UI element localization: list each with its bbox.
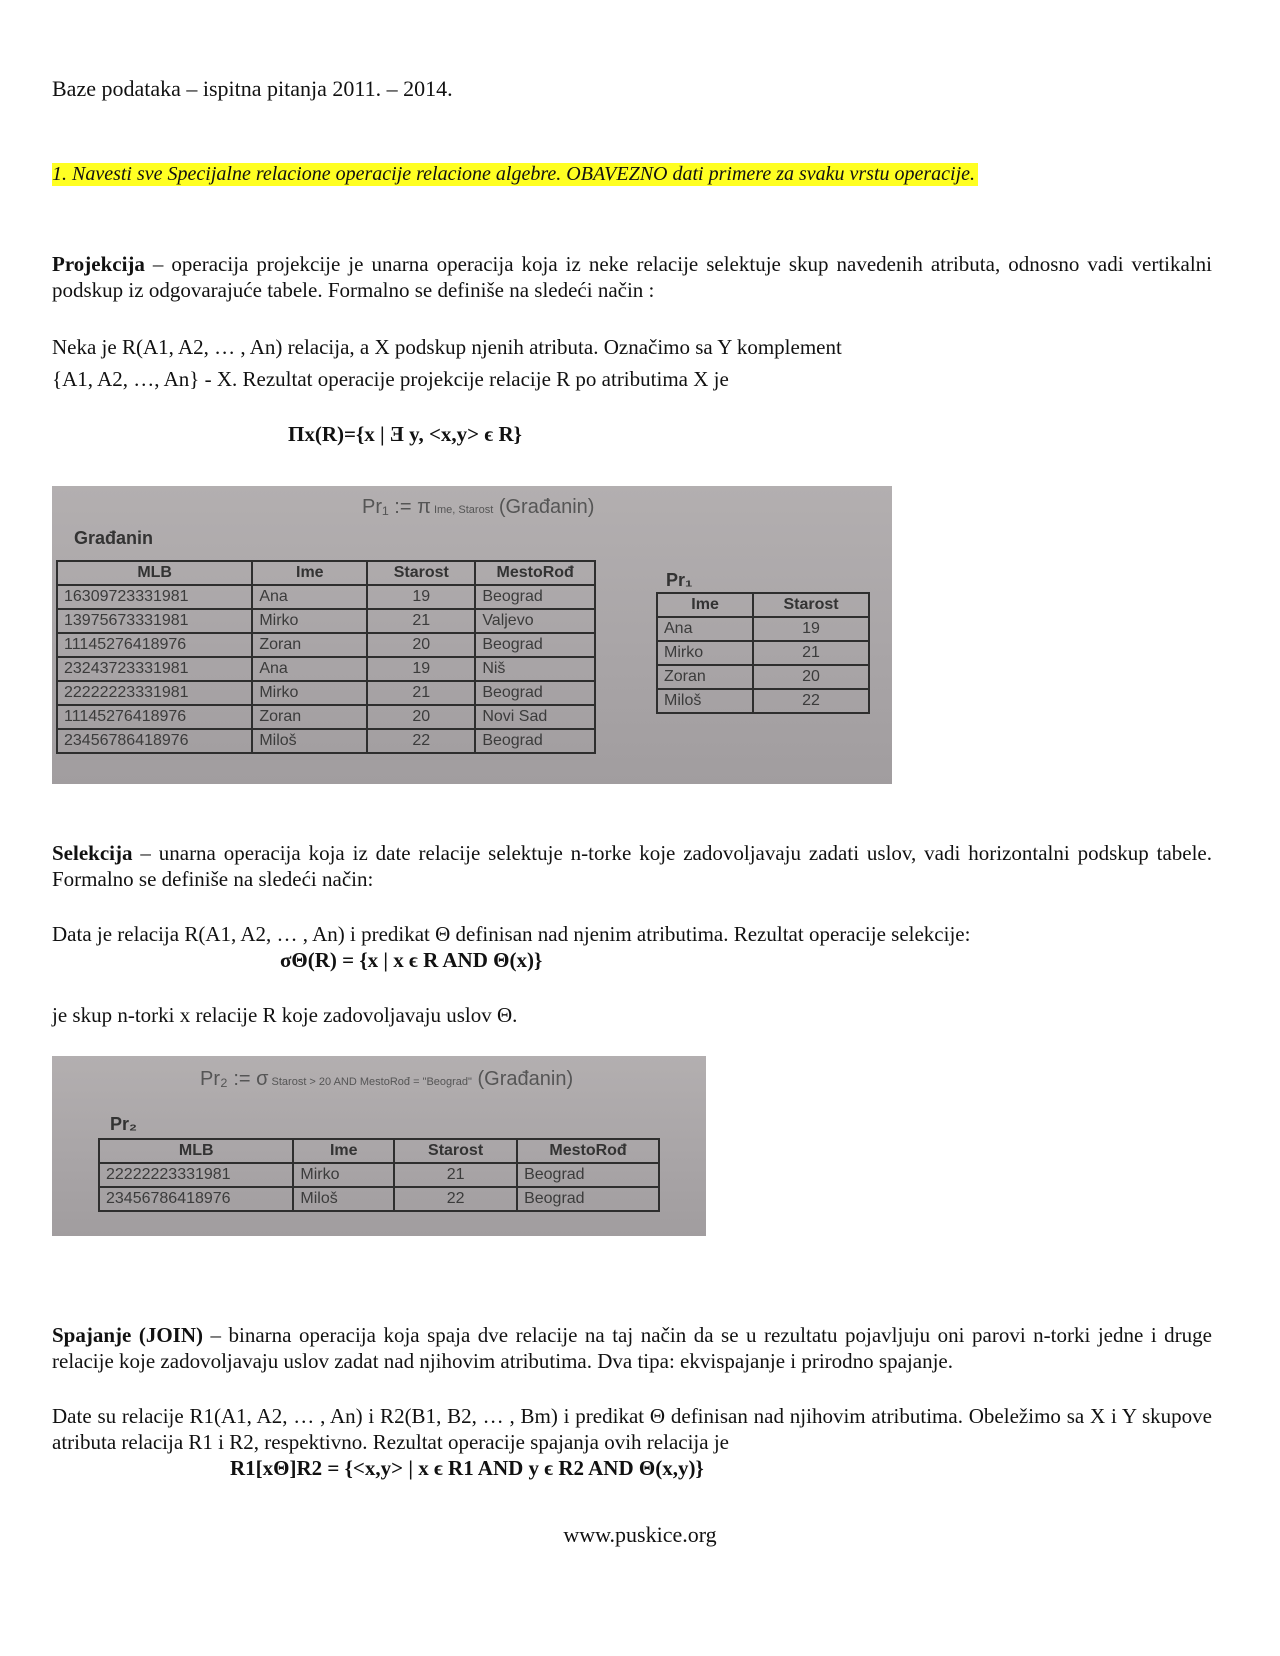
cell-starost: 21 [367,609,475,633]
table-row [57,705,595,729]
pr2-col-mlb: MLB [99,1139,293,1163]
selekcija-image-title [200,1068,573,1091]
cell-ime: Ana [657,617,753,641]
table-row [99,1163,659,1187]
spajanje-paragraph [52,1322,1212,1374]
cell-ime: Mirko [657,641,753,665]
cell-starost: 21 [367,681,475,705]
pr2-table [98,1138,660,1212]
pr1-table-caption: Pr₁ [666,570,693,590]
spajanje-formula: R1[xΘ]R2 = {<x,y> | x ϵ R1 AND y ϵ R2 AND Θ(x,y)} [230,1456,704,1480]
pr2-table-caption: Pr₂ [110,1114,138,1134]
pr2-col-starost: Starost [394,1139,517,1163]
footer-url: www.puskice.org [563,1522,717,1547]
cell-mlb: 23456786418976 [57,729,252,753]
table-row [57,681,595,705]
cell-ime: Miloš [252,729,367,753]
table-row [657,665,869,689]
cell-mestorod: Beograd [517,1187,659,1211]
gradjanin-col-mlb: MLB [57,561,252,585]
document-title: Baze podataka – ispitna pitanja 2011. – 2014. [52,76,453,101]
cell-ime: Mirko [252,609,367,633]
cell-starost: 22 [753,689,869,713]
selekcija-image-title-main: Pr₂ := σ [200,1068,269,1090]
table-row [57,729,595,753]
cell-mlb: 11145276418976 [57,633,252,657]
pr2-header-row [99,1139,659,1163]
cell-ime: Mirko [293,1163,394,1187]
cell-starost: 22 [367,729,475,753]
pr1-table [656,592,870,714]
table-row [57,633,595,657]
selekcija-line-2: je skup n-torki x relacije R koje zadovoljavaju uslov Θ. [52,1003,518,1027]
projekcija-formula: Πx(R)={x | Ǝ y, <x,y> ϵ R} [288,422,522,446]
cell-starost: 19 [753,617,869,641]
projekcija-term: Projekcija [52,252,145,276]
projekcija-paragraph [52,251,1212,303]
selekcija-term: Selekcija [52,841,133,865]
table-row [657,689,869,713]
cell-mlb: 13975673331981 [57,609,252,633]
question-highlight: 1. Navesti sve Specijalne relacione operacije relacione algebre. OBAVEZNO dati primere za svaku vrstu operacije. [52,163,978,186]
cell-ime: Zoran [252,705,367,729]
cell-ime: Ana [252,585,367,609]
cell-mlb: 22222223331981 [57,681,252,705]
pr2-col-ime: Ime [293,1139,394,1163]
table-row [657,617,869,641]
cell-mestorod: Niš [475,657,595,681]
selekcija-paragraph [52,840,1212,892]
selekcija-image-title-sub: Starost > 20 AND MestoRođ = "Beograd" [268,1076,472,1088]
pr2-col-mestorod: MestoRođ [517,1139,659,1163]
selekcija-line-1: Data je relacija R(A1, A2, … , An) i predikat Θ definisan nad njenim atributima. Rezultat operacije selekcije: [52,922,971,946]
cell-mestorod: Valjevo [475,609,595,633]
projekcija-desc: – operacija projekcije je unarna operacija koja iz neke relacije selektuje skup navedenih atributa, odnosno vadi vertikalni podskup iz odgovarajuće tabele. Formalno se definiše na sledeći način : [52,252,1212,302]
question-text [52,163,978,186]
cell-starost: 20 [367,633,475,657]
cell-ime: Zoran [657,665,753,689]
gradjanin-table [56,560,596,754]
cell-mestorod: Beograd [475,729,595,753]
pr1-col-starost: Starost [753,593,869,617]
spajanje-paragraph-2: Date su relacije R1(A1, A2, … , An) i R2(B1, B2, … , Bm) i predikat Θ definisan nad njihovim atributima. Obeležimo sa X i Y skupove atributa relacija R1 i R2, respektivno. Rezultat operacije spajanja ovih relacija je [52,1404,1212,1454]
cell-starost: 21 [753,641,869,665]
selekcija-image-title-rel: (Građanin) [471,1068,574,1090]
spajanje-desc: – binarna operacija koja spaja dve relacije na taj način da se u rezultatu pojavljuju oni parovi n-torki jedne i druge relacije koje zadovoljavaju uslov zadat nad njihovim atributima. Dva tipa: ekvispajanje i prirodno spajanje. [52,1323,1212,1373]
cell-ime: Miloš [657,689,753,713]
cell-ime: Ana [252,657,367,681]
table-row [57,585,595,609]
table-row [99,1187,659,1211]
pr1-header-row [657,593,869,617]
gradjanin-col-ime: Ime [252,561,367,585]
cell-mestorod: Beograd [475,681,595,705]
cell-starost: 20 [753,665,869,689]
cell-mlb: 16309723331981 [57,585,252,609]
cell-starost: 21 [394,1163,517,1187]
cell-starost: 22 [394,1187,517,1211]
gradjanin-col-mestorod: MestoRođ [475,561,595,585]
spajanje-term: Spajanje (JOIN) [52,1323,204,1347]
cell-mlb: 11145276418976 [57,705,252,729]
gradjanin-header-row [57,561,595,585]
selekcija-formula: σΘ(R) = {x | x ϵ R AND Θ(x)} [280,948,543,972]
table-row [657,641,869,665]
cell-mestorod: Novi Sad [475,705,595,729]
cell-starost: 20 [367,705,475,729]
cell-mestorod: Beograd [475,585,595,609]
cell-starost: 19 [367,585,475,609]
selekcija-example-image [52,1056,706,1236]
cell-mlb: 23456786418976 [99,1187,293,1211]
cell-ime: Mirko [252,681,367,705]
cell-mlb: 23243723331981 [57,657,252,681]
table-row [57,609,595,633]
gradjanin-table-caption: Građanin [74,528,154,548]
cell-starost: 19 [367,657,475,681]
projekcija-line-1: Neka je R(A1, A2, … , An) relacija, a X podskup njenih atributa. Označimo sa Y komplement [52,335,842,359]
gradjanin-col-starost: Starost [367,561,475,585]
selekcija-desc: – unarna operacija koja iz date relacije selektuje n-torke koje zadovoljavaju zadati uslov, vadi horizontalni podskup tabele. Formalno se definiše na sledeći način: [52,841,1212,891]
cell-mlb: 22222223331981 [99,1163,293,1187]
cell-mestorod: Beograd [475,633,595,657]
projekcija-line-2: {A1, A2, …, An} - X. Rezultat operacije projekcije relacije R po atributima X je [52,367,729,391]
projekcija-image-title-rel: (Građanin) [493,496,595,518]
table-row [57,657,595,681]
cell-ime: Zoran [252,633,367,657]
projekcija-image-title-sub: Ime, Starost [430,504,494,516]
projekcija-image-title [362,496,594,519]
cell-mestorod: Beograd [517,1163,659,1187]
pr1-col-ime: Ime [657,593,753,617]
cell-ime: Miloš [293,1187,394,1211]
projekcija-image-title-main: Pr₁ := π [362,496,431,518]
projekcija-example-image [52,486,892,784]
